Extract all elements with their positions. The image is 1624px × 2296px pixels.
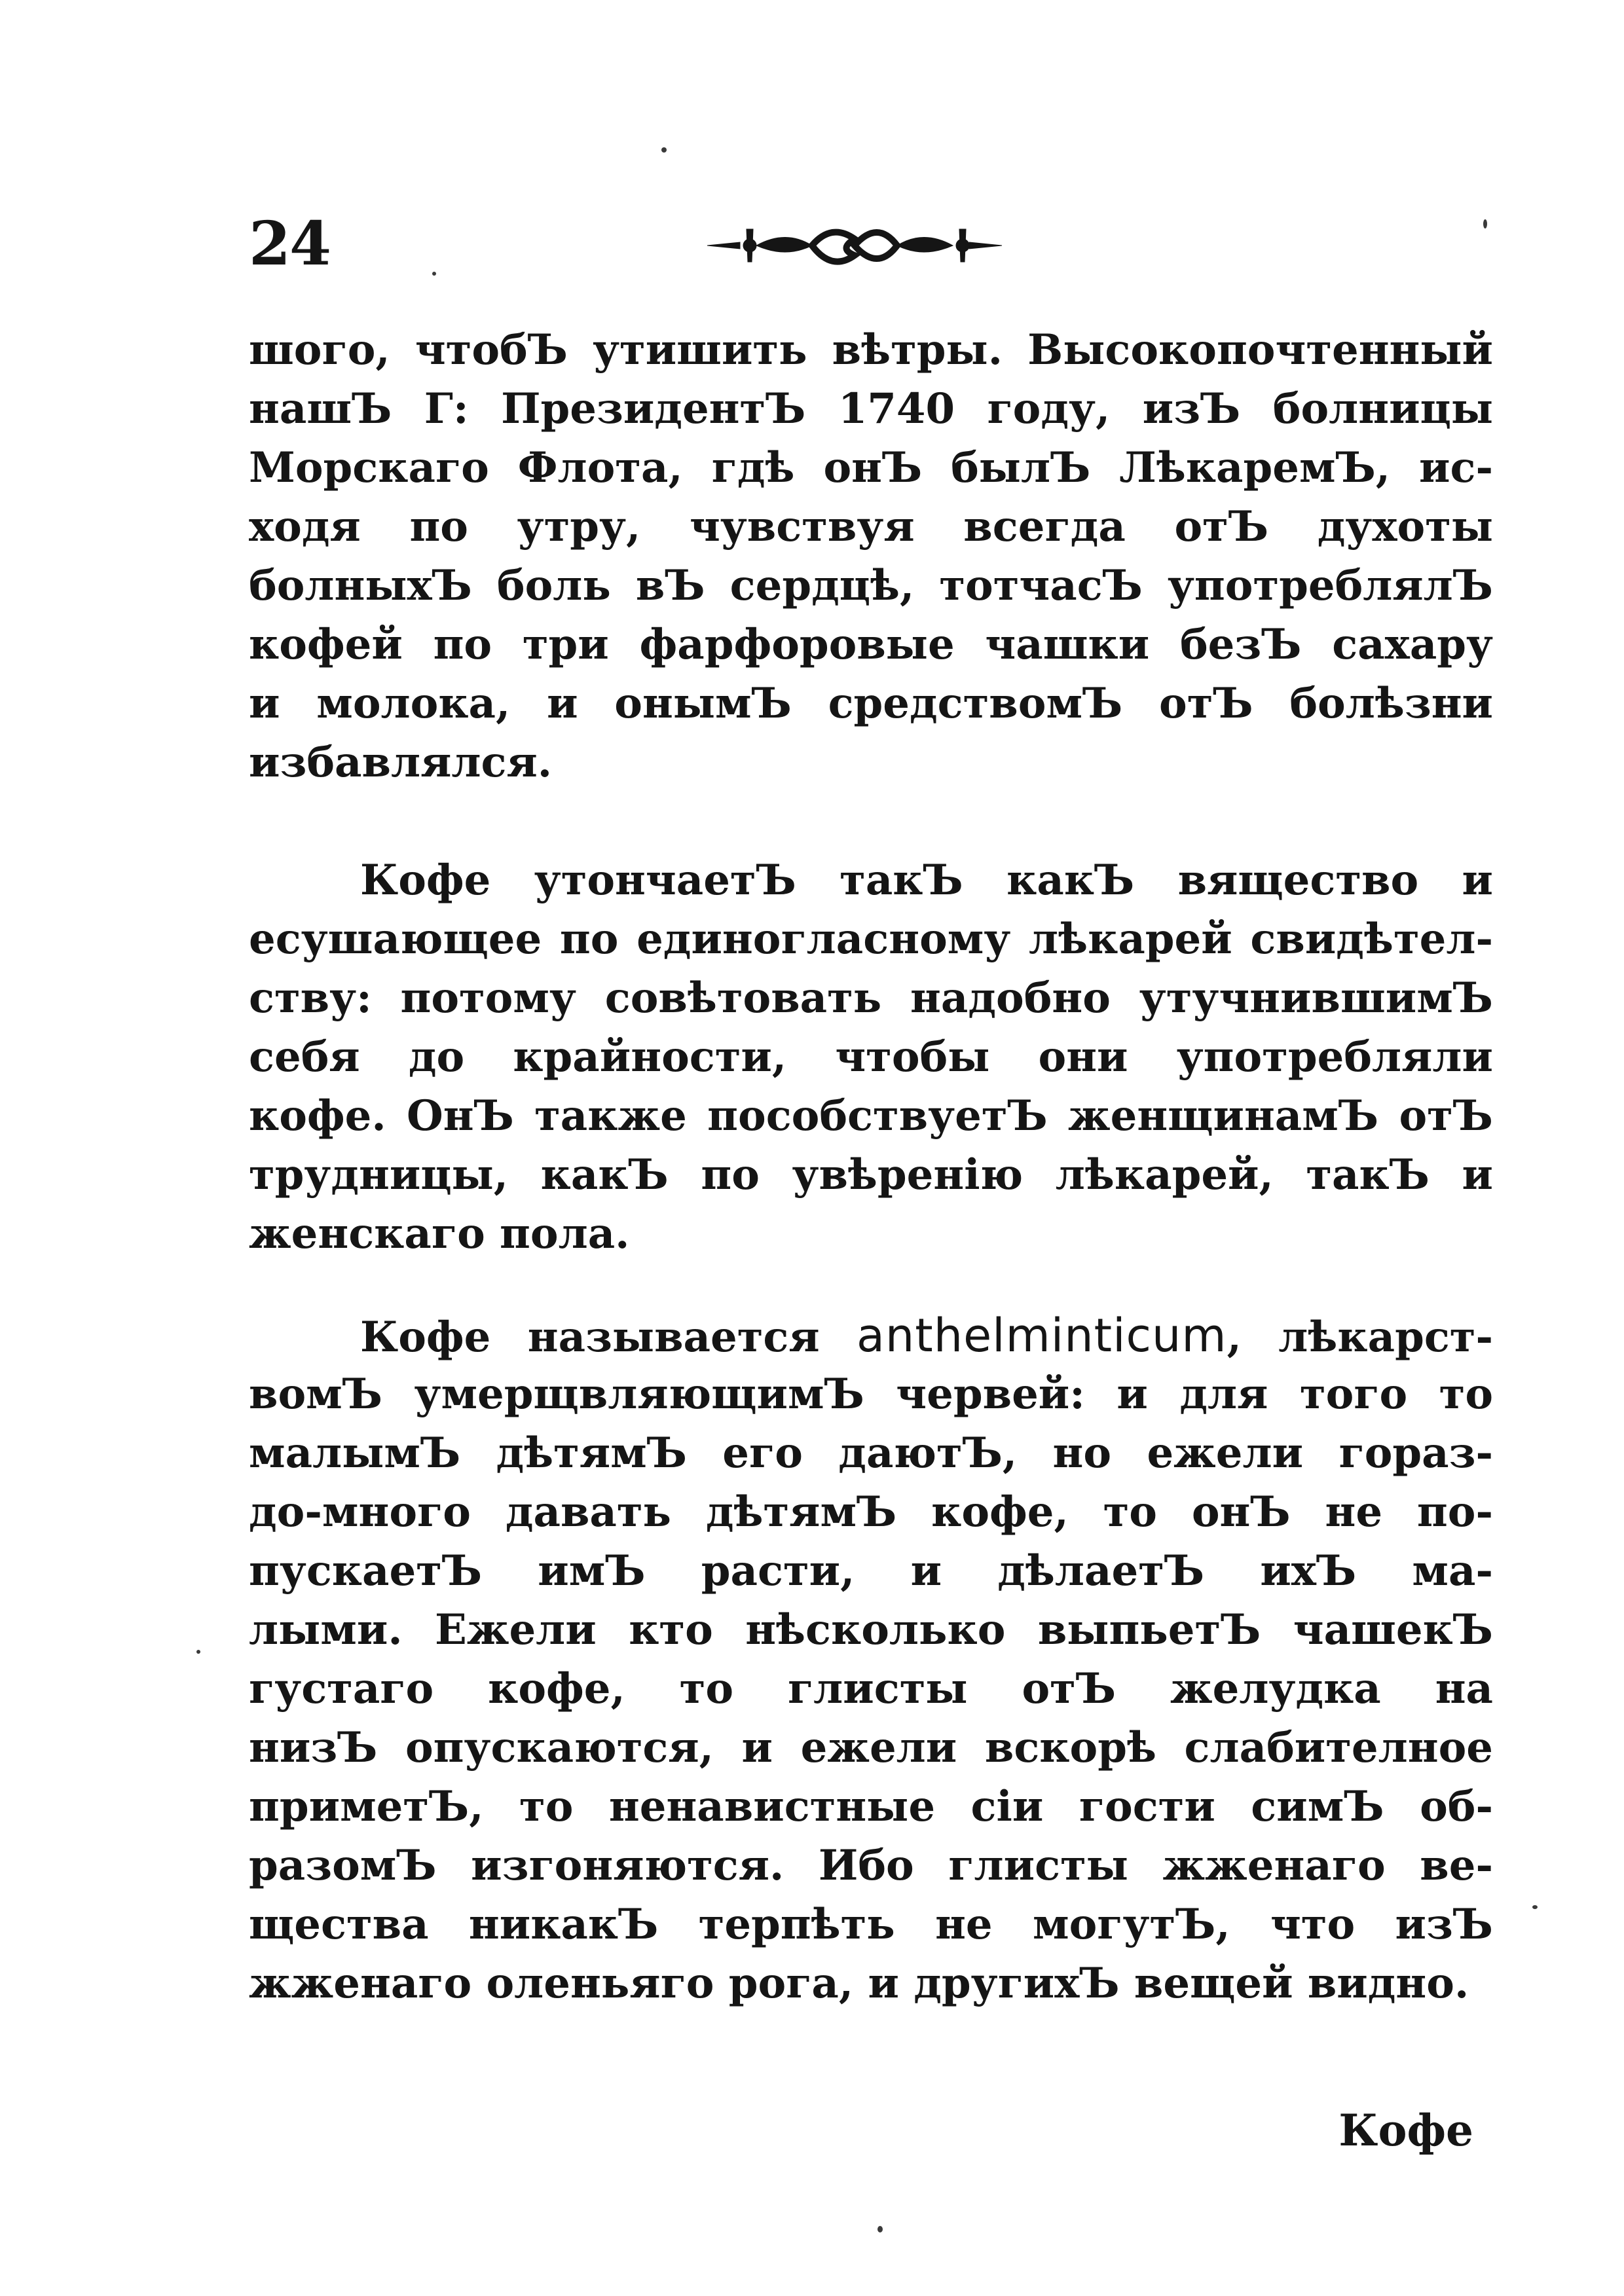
ornament-icon [701,210,1008,282]
page-header [249,196,1493,295]
text-line: вомЪ умерщвляющимЪ червей: и для того то [249,1370,1493,1419]
text-line: избавлялся. [249,738,552,787]
text-line: лыми. Ежели кто нѣсколько выпьетЪ чашекЪ [249,1605,1493,1654]
text-line [249,1306,1493,1365]
text-line: кофей по три фарфоровые чашки безЪ сахару [249,620,1493,669]
paragraph-3 [249,1306,1493,2013]
text-line: щества никакЪ терпѣть не могутЪ, что изЪ [249,1900,1493,1949]
text-fragment: , лѣкарст- [1227,1313,1493,1362]
text-line: низЪ опускаются, и ежели вскорѣ слабителное [249,1723,1493,1772]
text-line: пускаетЪ имЪ расти, и дѣлаетЪ ихЪ ма- [249,1546,1493,1595]
page-number: 24 [249,208,331,279]
text-line: жженаго оленьяго рога, и другихЪ вещей видно. [249,1959,1469,2008]
text-line: и молока, и онымЪ средствомЪ отЪ болѣзни [249,679,1493,728]
text-line: себя до крайности, чтобы они употребляли [249,1032,1493,1082]
text-line: до-много давать дѣтямЪ кофе, то онЪ не по- [249,1487,1493,1537]
text-line: разомЪ изгоняются. Ибо глисты жженаго ве- [249,1841,1493,1890]
text-line: нашЪ Г: ПрезидентЪ 1740 году, изЪ болницы [249,384,1493,433]
text-line: малымЪ дѣтямЪ его даютЪ, но ежели гораз- [249,1429,1493,1478]
text-line: трудницы, какЪ по увѣренію лѣкарей, такЪ и [249,1150,1493,1199]
text-line: Кофе утончаетЪ такЪ какЪ вящество и [360,856,1493,905]
text-line: ходя по утру, чувствуя всегда отЪ духоты [249,502,1493,551]
text-line: женскаго пола. [249,1209,630,1258]
text-line: болныхЪ боль вЪ сердцѣ, тотчасЪ употреблялЪ [249,561,1493,610]
text-line: приметЪ, то ненавистные сіи гости симЪ об- [249,1782,1493,1831]
text-line: Морскаго Флота, гдѣ онЪ былЪ ЛѣкаремЪ, ис- [249,443,1493,492]
text-line: кофе. ОнЪ также пособствуетЪ женщинамЪ отЪ [249,1091,1493,1140]
text-line: ству: потому совѣтовать надобно утучнившимЪ [249,974,1493,1023]
text-line: густаго кофе, то глисты отЪ желудка на [249,1664,1493,1713]
paragraph-1 [249,321,1493,792]
latin-term: anthelminticum [857,1309,1227,1362]
paragraph-2 [249,851,1493,1264]
text-fragment: Кофе называется [360,1313,857,1362]
catchword: Кофе [1338,2105,1473,2156]
text-line: шого, чтобЪ утишить вѣтры. Высокопочтенный [249,325,1493,374]
text-line: есушающее по единогласному лѣкарей свидѣтел- [249,915,1493,964]
